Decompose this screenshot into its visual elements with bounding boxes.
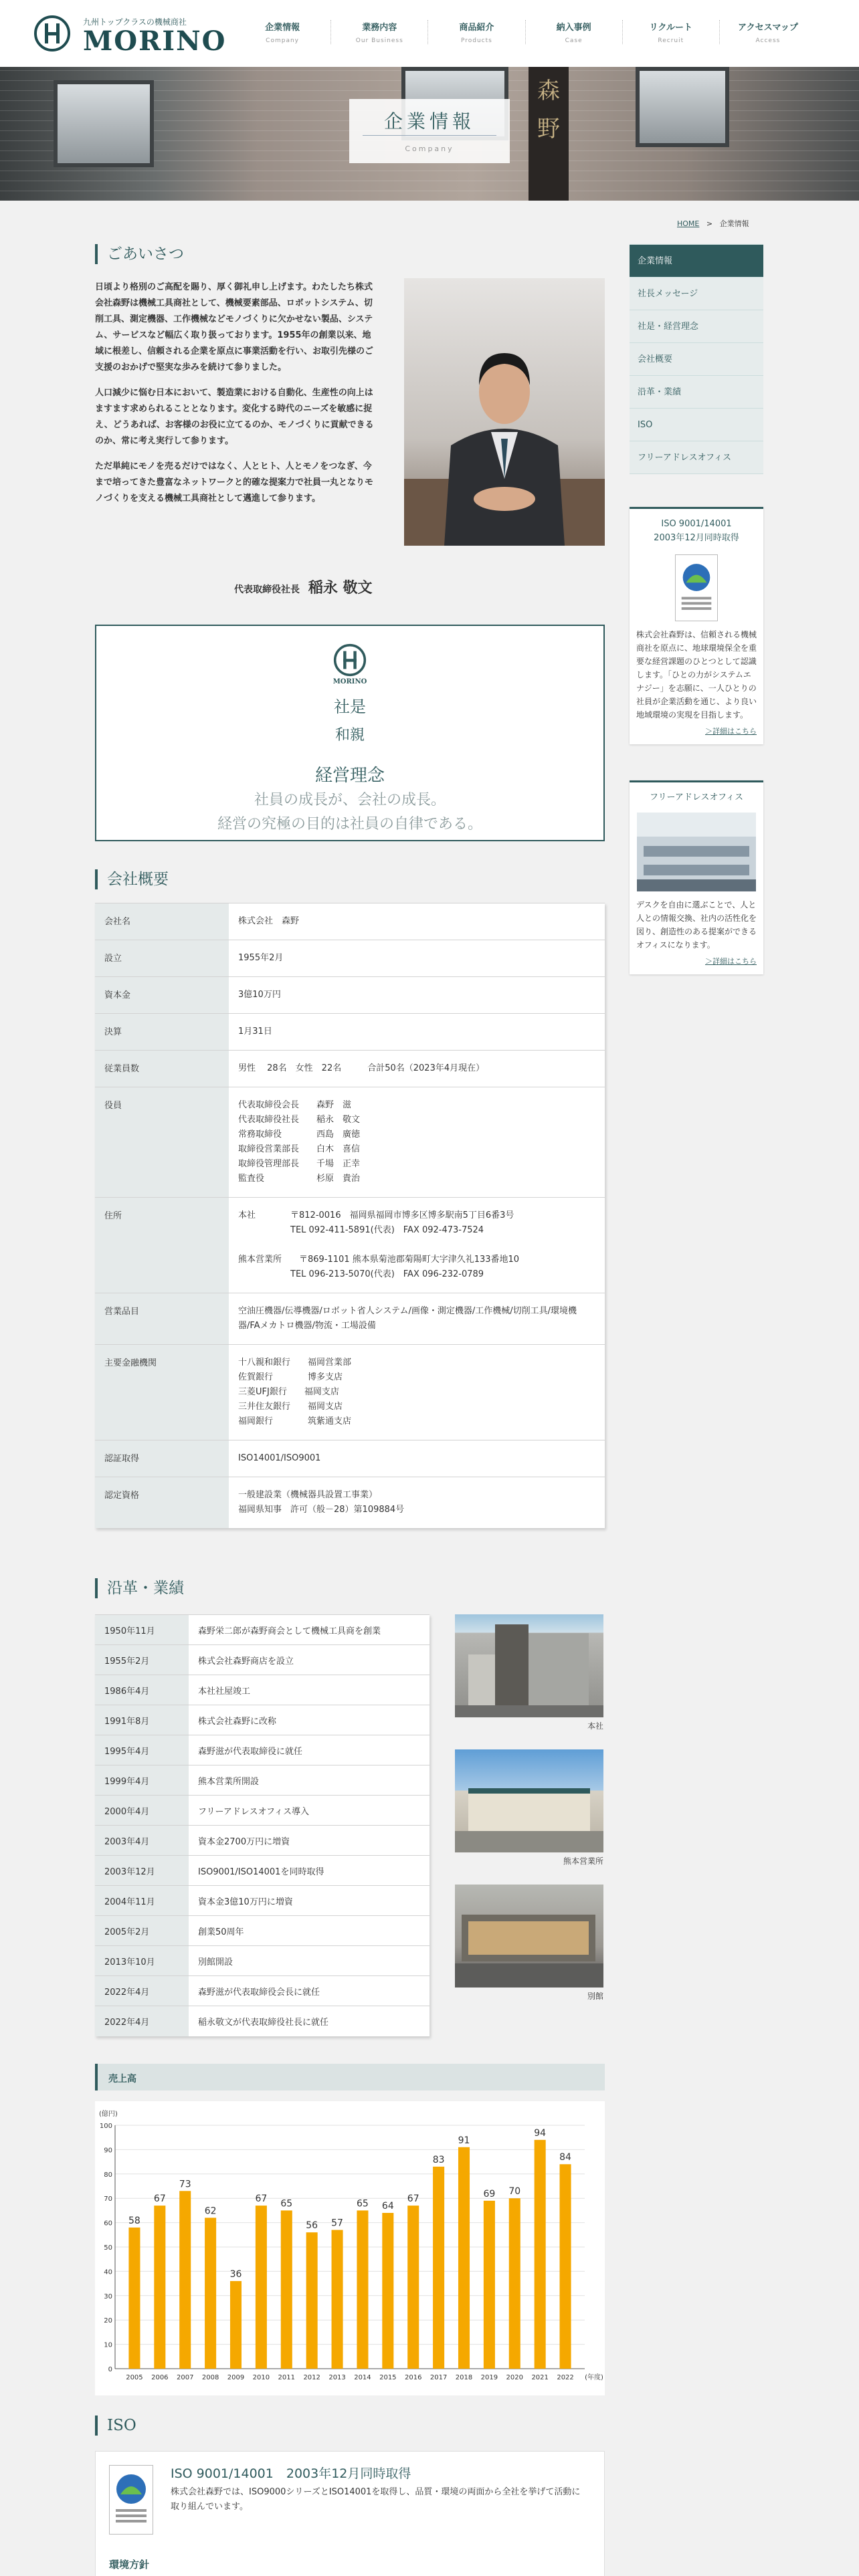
sign-char: 野 <box>537 116 560 142</box>
bar <box>154 2206 165 2369</box>
signature <box>234 576 373 597</box>
history-date: 2022年4月 <box>95 2006 189 2036</box>
y-tick-label: 90 <box>104 2147 112 2155</box>
table-row <box>95 1796 430 1826</box>
table-row <box>95 1976 430 2006</box>
x-tick-label: 2013 <box>328 2374 346 2381</box>
table-row <box>95 1051 605 1087</box>
table-row <box>95 1856 430 1886</box>
row-value: 一般建設業（機械器具設置工事業） 福岡県知事 許可（般－28）第109884号 <box>229 1477 605 1529</box>
table-row <box>95 1675 430 1705</box>
bar-value-label: 65 <box>280 2198 293 2210</box>
row-label: 資本金 <box>95 977 229 1014</box>
page-subtitle: Company <box>405 144 454 153</box>
history-event: 本社社屋竣工 <box>189 1675 430 1705</box>
row-label: 主要金融機関 <box>95 1345 229 1440</box>
row-label: 設立 <box>95 940 229 977</box>
breadcrumb-current: 企業情報 <box>719 219 749 228</box>
y-tick-label: 40 <box>104 2268 112 2276</box>
history-event: 森野滋が代表取締役に就任 <box>189 1735 430 1765</box>
x-tick-label: 2007 <box>176 2374 194 2381</box>
table-row <box>95 1826 430 1856</box>
table-row <box>95 2006 430 2036</box>
y-tick-label: 70 <box>104 2195 112 2204</box>
table-row <box>95 1477 605 1529</box>
table-row <box>95 1014 605 1051</box>
history-event: 創業50周年 <box>189 1916 430 1946</box>
bar <box>281 2210 292 2369</box>
y-tick-label: 50 <box>104 2244 112 2252</box>
row-label: 決算 <box>95 1014 229 1051</box>
bar-value-label: 70 <box>508 2186 521 2197</box>
bar-value-label: 73 <box>179 2179 191 2190</box>
history-event: 株式会社森野商店を設立 <box>189 1645 430 1675</box>
iso-heading: ISO <box>95 2416 136 2436</box>
bar-value-label: 84 <box>559 2152 571 2163</box>
x-unit-label: (年度) <box>585 2374 603 2381</box>
history-event: ISO9001/ISO14001を同時取得 <box>189 1856 430 1886</box>
bar-value-label: 94 <box>534 2127 547 2139</box>
table-row <box>95 1293 605 1345</box>
sign-char: 森 <box>537 78 560 104</box>
nav-sublabel: Case <box>565 37 583 44</box>
building-window <box>54 80 154 167</box>
president-photo <box>404 278 605 546</box>
nav-sublabel: Company <box>266 37 299 44</box>
head-office-photo <box>455 1614 603 1717</box>
history-event: 稲永敬文が代表取締役社長に就任 <box>189 2006 430 2036</box>
iso-certification-badge-icon <box>675 554 718 621</box>
nav-access[interactable] <box>719 20 816 44</box>
row-value: 1月31日 <box>229 1014 605 1051</box>
photo-caption: 別館 <box>587 1992 603 2001</box>
iso-text: 株式会社森野では、ISO9000シリーズとISO14001を取得し、品質・環境の両面から全社を挙げて活動に取り組んでいます。 <box>171 2487 581 2512</box>
bar-value-label: 56 <box>306 2220 318 2232</box>
x-tick-label: 2020 <box>506 2374 524 2381</box>
bar-value-label: 57 <box>331 2218 343 2229</box>
logo-wordmark[interactable]: MORINO <box>83 25 227 57</box>
x-tick-label: 2022 <box>557 2374 574 2381</box>
philosophy-brand: MORINO <box>332 678 367 685</box>
bar-value-label: 69 <box>483 2188 496 2199</box>
bar <box>509 2198 520 2369</box>
breadcrumb-home[interactable]: HOME <box>677 219 700 228</box>
row-label: 従業員数 <box>95 1051 229 1087</box>
bar <box>407 2206 419 2369</box>
history-event: 資本金2700万円に増資 <box>189 1826 430 1856</box>
sales-bar-chart <box>95 2101 605 2395</box>
y-tick-label: 30 <box>104 2292 112 2300</box>
table-row <box>95 1735 430 1765</box>
bar-value-label: 62 <box>204 2206 217 2217</box>
history-event: 森野栄二郎が森野商会として機械工具商を創業 <box>189 1615 430 1645</box>
history-event: 別館開設 <box>189 1946 430 1976</box>
history-event: 株式会社森野に改称 <box>189 1705 430 1735</box>
table-row <box>95 1946 430 1976</box>
building-sign <box>529 67 569 201</box>
sidebar <box>630 244 763 966</box>
y-tick-label: 100 <box>99 2123 112 2130</box>
logo-tagline: 九州トップクラスの機械商社 <box>83 17 187 27</box>
side-menu-president-message[interactable]: 社長メッセージ <box>630 278 763 310</box>
nav-sublabel: Our Business <box>355 37 403 44</box>
bar <box>535 2140 546 2369</box>
row-value: 1955年2月 <box>229 940 605 977</box>
side-menu-company[interactable]: 企業情報 <box>630 245 763 278</box>
page-title-box <box>349 99 510 163</box>
bar-value-label: 91 <box>458 2135 470 2146</box>
bar-value-label: 64 <box>381 2201 394 2212</box>
greeting-heading: ごあいさつ <box>95 244 184 264</box>
nav-sublabel: Access <box>755 37 781 44</box>
x-tick-label: 2019 <box>480 2374 498 2381</box>
x-tick-label: 2008 <box>201 2374 219 2381</box>
sales-chart <box>95 2101 605 2395</box>
iso-box-subtitle: 2003年12月同時取得 <box>654 533 739 543</box>
table-row <box>95 903 605 940</box>
nav-sublabel: Products <box>460 37 492 44</box>
photo-caption: 本社 <box>587 1721 603 1731</box>
history-heading: 沿革・業績 <box>95 1578 184 1598</box>
row-label: 会社名 <box>95 903 229 940</box>
annex-photo <box>455 1885 603 1988</box>
building-window <box>636 67 729 147</box>
bar <box>128 2228 140 2369</box>
nav-label: アクセスマップ <box>738 23 798 33</box>
history-event: 熊本営業所開設 <box>189 1765 430 1796</box>
breadcrumb <box>677 218 749 229</box>
history-date: 1955年2月 <box>95 1645 189 1675</box>
morino-logo-icon[interactable] <box>33 15 71 52</box>
breadcrumb-sep: > <box>706 219 713 228</box>
x-tick-label: 2010 <box>252 2374 270 2381</box>
nav-label: 業務内容 <box>362 23 397 33</box>
x-tick-label: 2021 <box>531 2374 549 2381</box>
table-row <box>95 977 605 1014</box>
page-title: 企業情報 <box>383 110 475 132</box>
office-photo <box>637 813 756 891</box>
nav-business[interactable] <box>330 20 427 44</box>
bar-value-label: 36 <box>229 2268 242 2280</box>
table-row <box>95 1087 605 1198</box>
y-tick-label: 10 <box>104 2341 112 2349</box>
table-row <box>95 940 605 977</box>
iso-box-text: 株式会社森野は、信頼される機械商社を原点に、地球環境保全を重要な経営課題のひとつとして認識します。「ひとの力がシステムエナジー」を志願に、一人ひとりの社員が企業活動を通じ、より良い地域環境の実現を目指します。 <box>636 630 757 720</box>
overview-heading: 会社概要 <box>95 869 169 889</box>
greeting-paragraph: ただ単純にモノを売るだけではなく、人とヒト、人とモノをつなぎ、今まで培ってきた豊富なネットワークと的確な提案力で社員一丸となりモノづくりを支える機械工具商社として邁進して参ります。 <box>95 461 374 504</box>
table-row <box>95 1705 430 1735</box>
row-value: 株式会社 森野 <box>229 903 605 940</box>
bar <box>230 2281 242 2369</box>
management-philosophy-line: 経営の究極の目的は社員の自律である。 <box>217 816 482 833</box>
table-row <box>95 1615 430 1645</box>
bar-value-label: 83 <box>432 2154 445 2165</box>
morino-logo-icon <box>333 643 367 677</box>
iso-certification-badge-icon <box>109 2465 153 2535</box>
history-date: 2013年10月 <box>95 1946 189 1976</box>
environment-policy-heading: 環境方針 <box>109 2559 150 2571</box>
row-value: 空油圧機器/伝導機器/ロボット省人システム/画像・測定機器/工作機械/切削工具/環境機器/FAメカトロ機器/物流・工場設備 <box>229 1293 605 1345</box>
side-menu-overview[interactable]: 会社概要 <box>630 343 763 376</box>
global-nav <box>234 20 816 44</box>
x-tick-label: 2006 <box>151 2374 169 2381</box>
motto-value: 和親 <box>335 727 365 744</box>
management-philosophy-heading: 経営理念 <box>314 766 385 786</box>
history-date: 1986年4月 <box>95 1675 189 1705</box>
table-row <box>95 1916 430 1946</box>
y-tick-label: 80 <box>104 2171 112 2179</box>
x-tick-label: 2005 <box>126 2374 143 2381</box>
bar <box>382 2213 393 2369</box>
bar-value-label: 67 <box>407 2193 419 2205</box>
side-menu <box>630 244 763 474</box>
bar <box>306 2232 318 2369</box>
table-row <box>95 1345 605 1440</box>
signature-name: 稲永 敬文 <box>308 580 373 597</box>
iso-side-box <box>630 507 763 744</box>
kumamoto-office-photo <box>455 1749 603 1852</box>
photo-caption: 熊本営業所 <box>563 1856 603 1866</box>
x-tick-label: 2011 <box>278 2374 296 2381</box>
bar <box>332 2230 343 2369</box>
row-value: 本社 〒812-0016 福岡県福岡市博多区博多駅南5丁目6番3号 TEL 092-411-5891(代表) FAX 092-473-7524 熊本営業所 〒869-1101 熊本県菊池郡菊陽町大字津久礼133番地10 TEL 096-213-5070(代表) FAX 096-232-0789 <box>229 1198 605 1293</box>
nav-label: 納入事例 <box>556 23 591 33</box>
bar <box>179 2191 191 2369</box>
office-box-text: デスクを自由に選ぶことで、人と人との情報交換、社内の活性化を図り、創造性のある提案ができるオフィスになります。 <box>636 900 757 950</box>
greeting-text <box>95 280 377 516</box>
y-unit-label: (億円) <box>99 2111 118 2118</box>
row-value: 男性 28名 女性 22名 合計50名（2023年4月現在） <box>229 1051 605 1087</box>
bar <box>484 2201 495 2369</box>
bar <box>205 2218 216 2369</box>
y-tick-label: 20 <box>104 2317 112 2325</box>
row-label: 認定資格 <box>95 1477 229 1529</box>
management-philosophy-line: 社員の成長が、会社の成長。 <box>254 792 446 809</box>
philosophy-box <box>95 625 605 841</box>
table-row <box>95 1886 430 1916</box>
side-menu-philosophy[interactable]: 社是・経営理念 <box>630 310 763 343</box>
history-date: 2003年4月 <box>95 1826 189 1856</box>
office-box-title: フリーアドレスオフィス <box>649 792 743 802</box>
row-label: 認証取得 <box>95 1440 229 1477</box>
iso-block <box>95 2451 605 2576</box>
bar-value-label: 65 <box>357 2198 369 2210</box>
x-tick-label: 2017 <box>430 2374 448 2381</box>
iso-detail-link[interactable]: ＞詳細はこちら <box>705 727 757 736</box>
site-header <box>0 0 859 67</box>
history-date: 2003年12月 <box>95 1856 189 1886</box>
row-label: 住所 <box>95 1198 229 1293</box>
x-tick-label: 2014 <box>354 2374 371 2381</box>
iso-box-title: ISO 9001/14001 <box>661 519 732 529</box>
motto-heading: 社是 <box>334 697 366 716</box>
history-table <box>95 1614 430 2036</box>
side-menu-free-address[interactable]: フリーアドレスオフィス <box>630 441 763 474</box>
hero-banner <box>0 67 859 201</box>
x-tick-label: 2009 <box>227 2374 245 2381</box>
row-value: 3億10万円 <box>229 977 605 1014</box>
bar <box>560 2164 571 2369</box>
nav-sublabel: Recruit <box>658 37 684 44</box>
nav-case[interactable] <box>525 20 622 44</box>
greeting-paragraph: 日頃より格別のご高配を賜り、厚く御礼申し上げます。わたしたち株式会社森野は機械工具商社として、機械要素部品、ロボットシステム、切削工具、測定機器、工作機械などモノづくりに欠かせない製品、システム、サービスなど幅広く取り扱っております。1955年の創業以来、地域に根差し、信頼される企業を原点に事業活動を行い、お取引先様のご支援のおかげで堅実な歩みを続けて参りました。 <box>95 282 374 372</box>
overview-table <box>95 903 605 1528</box>
y-tick-label: 60 <box>104 2220 112 2228</box>
row-label: 営業品目 <box>95 1293 229 1345</box>
side-menu-iso[interactable]: ISO <box>630 409 763 441</box>
row-label: 役員 <box>95 1087 229 1198</box>
table-row <box>95 1198 605 1293</box>
history-date: 2005年2月 <box>95 1916 189 1946</box>
table-row <box>95 1440 605 1477</box>
office-side-box <box>630 780 763 974</box>
nav-company[interactable] <box>234 20 330 44</box>
bar <box>256 2206 267 2369</box>
history-event: フリーアドレスオフィス導入 <box>189 1796 430 1826</box>
bar <box>433 2167 444 2369</box>
bar-value-label: 67 <box>255 2193 268 2205</box>
history-date: 2000年4月 <box>95 1796 189 1826</box>
history-event: 資本金3億10万円に増資 <box>189 1886 430 1916</box>
bar <box>357 2210 368 2369</box>
history-date: 1999年4月 <box>95 1765 189 1796</box>
nav-label: 企業情報 <box>265 23 300 33</box>
history-date: 2022年4月 <box>95 1976 189 2006</box>
x-tick-label: 2012 <box>303 2374 320 2381</box>
x-tick-label: 2015 <box>379 2374 397 2381</box>
history-date: 2004年11月 <box>95 1886 189 1916</box>
nav-label: 商品紹介 <box>459 23 494 33</box>
bar-value-label: 67 <box>153 2193 166 2205</box>
history-date: 1995年4月 <box>95 1735 189 1765</box>
x-tick-label: 2018 <box>455 2374 473 2381</box>
bar-value-label: 58 <box>128 2215 140 2226</box>
history-date: 1950年11月 <box>95 1615 189 1645</box>
nav-products[interactable] <box>427 20 524 44</box>
history-event: 森野滋が代表取締役会長に就任 <box>189 1976 430 2006</box>
chart-header: 売上高 <box>95 2064 605 2090</box>
table-row <box>95 1765 430 1796</box>
history-date: 1991年8月 <box>95 1705 189 1735</box>
table-row <box>95 1645 430 1675</box>
signature-title: 代表取締役社長 <box>234 584 300 595</box>
side-menu-history[interactable]: 沿革・業績 <box>630 376 763 409</box>
office-detail-link[interactable]: ＞詳細はこちら <box>705 957 757 966</box>
greeting-paragraph: 人口減少に悩む日本において、製造業における自動化、生産性の向上はますます求められることとなります。変化する時代のニーズを敏感に捉え、どうあれば、お客様のお役に立てるのか、モノづくりに貢献できるのか、常に考え実行して参ります。 <box>95 388 374 446</box>
nav-label: リクルート <box>649 23 692 33</box>
row-value: 十八親和銀行 福岡営業部 佐賀銀行 博多支店 三菱UFJ銀行 福岡支店 三井住友銀行 福岡支店 福岡銀行 筑紫通支店 <box>229 1345 605 1440</box>
nav-recruit[interactable] <box>622 20 719 44</box>
y-tick-label: 0 <box>108 2366 112 2373</box>
x-tick-label: 2016 <box>404 2374 422 2381</box>
row-value: ISO14001/ISO9001 <box>229 1440 605 1477</box>
iso-title: ISO 9001/14001 2003年12月同時取得 <box>171 2466 411 2481</box>
bar <box>458 2147 470 2369</box>
row-value: 代表取締役会長 森野 滋 代表取締役社長 稲永 敬文 常務取締役 西島 廣徳 取締役営業部長 白木 喜信 取締役管理部長 千場 正幸 監査役 杉原 貴治 <box>229 1087 605 1198</box>
